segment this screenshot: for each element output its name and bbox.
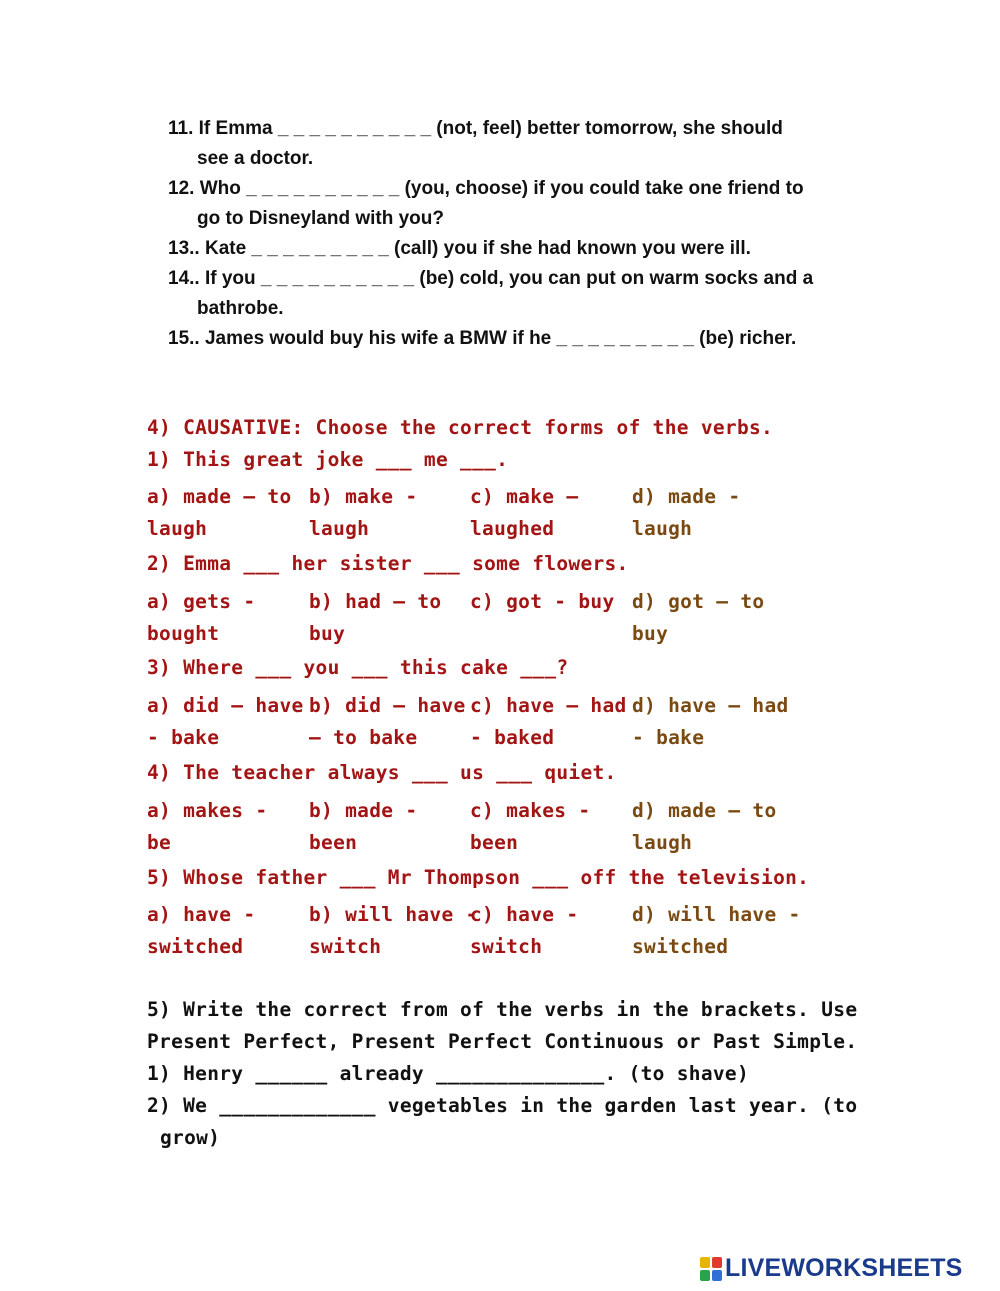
tenses-instruction: 5) Write the correct from of the verbs in the brackets. Use bbox=[147, 998, 858, 1021]
item-line: 13.. Kate _ _ _ _ _ _ _ _ _ (call) you if she had known you were ill. bbox=[168, 238, 751, 259]
option-b[interactable]: b) make - laugh bbox=[309, 485, 418, 540]
tenses-instruction-continued: Present Perfect, Present Perfect Continuous or Past Simple. bbox=[147, 1030, 858, 1053]
option-a[interactable]: a) made – to laugh bbox=[147, 485, 292, 540]
option-d[interactable]: d) made - laugh bbox=[632, 485, 741, 540]
option-b[interactable]: b) will have - switch bbox=[309, 903, 478, 958]
causative-question-1: 1) This great joke ___ me ___. bbox=[147, 448, 509, 471]
option-d[interactable]: d) got – to buy bbox=[632, 590, 765, 645]
tenses-exercise bbox=[147, 994, 867, 1154]
option-d[interactable]: d) will have - switched bbox=[632, 903, 801, 958]
liveworksheets-logo-icon bbox=[700, 1257, 722, 1281]
exercise-item-15 bbox=[168, 324, 868, 354]
exercise-item-12 bbox=[168, 174, 868, 234]
option-d[interactable]: d) have – had - bake bbox=[632, 694, 789, 749]
item-line: 14.. If you _ _ _ _ _ _ _ _ _ _ (be) cold, you can put on warm socks and a bbox=[168, 268, 814, 289]
conditionals-exercise bbox=[168, 114, 868, 354]
option-c[interactable]: c) make – laughed bbox=[470, 485, 579, 540]
item-line: 15.. James would buy his wife a BMW if he _ _ _ _ _ _ _ _ _ (be) richer. bbox=[168, 328, 797, 349]
option-a[interactable]: a) have - switched bbox=[147, 903, 256, 958]
causative-heading: 4) CAUSATIVE: Choose the correct forms of the verbs. bbox=[147, 416, 774, 439]
causative-question-2: 2) Emma ___ her sister ___ some flowers. bbox=[147, 552, 629, 575]
item-line: 11. If Emma _ _ _ _ _ _ _ _ _ _ (not, feel) better tomorrow, she should bbox=[168, 118, 783, 139]
exercise-item-14 bbox=[168, 264, 868, 324]
causative-options-1 bbox=[147, 481, 807, 545]
option-d[interactable]: d) made – to laugh bbox=[632, 799, 777, 854]
exercise-item-11 bbox=[168, 114, 868, 174]
option-c[interactable]: c) makes - been bbox=[470, 799, 591, 854]
causative-options-5 bbox=[147, 899, 807, 963]
tenses-question-2[interactable]: 2) We _____________ vegetables in the garden last year. (to bbox=[147, 1094, 858, 1117]
option-b[interactable]: b) made - been bbox=[309, 799, 418, 854]
item-line-continued: see a doctor. bbox=[197, 148, 314, 169]
causative-options-4 bbox=[147, 795, 807, 859]
item-line-continued: go to Disneyland with you? bbox=[197, 208, 444, 229]
tenses-question-2-continued: grow) bbox=[160, 1126, 221, 1149]
option-a[interactable]: a) gets - bought bbox=[147, 590, 256, 645]
option-a[interactable]: a) makes - be bbox=[147, 799, 268, 854]
logo-text: LIVEWORKSHEETS bbox=[725, 1254, 963, 1282]
item-line-continued: bathrobe. bbox=[197, 298, 284, 319]
option-b[interactable]: b) did – have – to bake bbox=[309, 694, 466, 749]
causative-question-5: 5) Whose father ___ Mr Thompson ___ off the television. bbox=[147, 866, 810, 889]
option-c[interactable]: c) have - switch bbox=[470, 903, 579, 958]
option-b[interactable]: b) had – to buy bbox=[309, 590, 442, 645]
item-line: 12. Who _ _ _ _ _ _ _ _ _ _ (you, choose) if you could take one friend to bbox=[168, 178, 804, 199]
causative-question-3: 3) Where ___ you ___ this cake ___? bbox=[147, 656, 569, 679]
liveworksheets-logo bbox=[700, 1254, 963, 1283]
option-a[interactable]: a) did – have - bake bbox=[147, 694, 304, 749]
exercise-item-13 bbox=[168, 234, 868, 264]
causative-options-3 bbox=[147, 690, 807, 754]
causative-options-2 bbox=[147, 586, 807, 650]
option-c[interactable]: c) have – had - baked bbox=[470, 694, 627, 749]
tenses-question-1[interactable]: 1) Henry ______ already ______________. (to shave) bbox=[147, 1062, 749, 1085]
causative-question-4: 4) The teacher always ___ us ___ quiet. bbox=[147, 761, 617, 784]
option-c[interactable]: c) got - buy bbox=[470, 590, 615, 613]
